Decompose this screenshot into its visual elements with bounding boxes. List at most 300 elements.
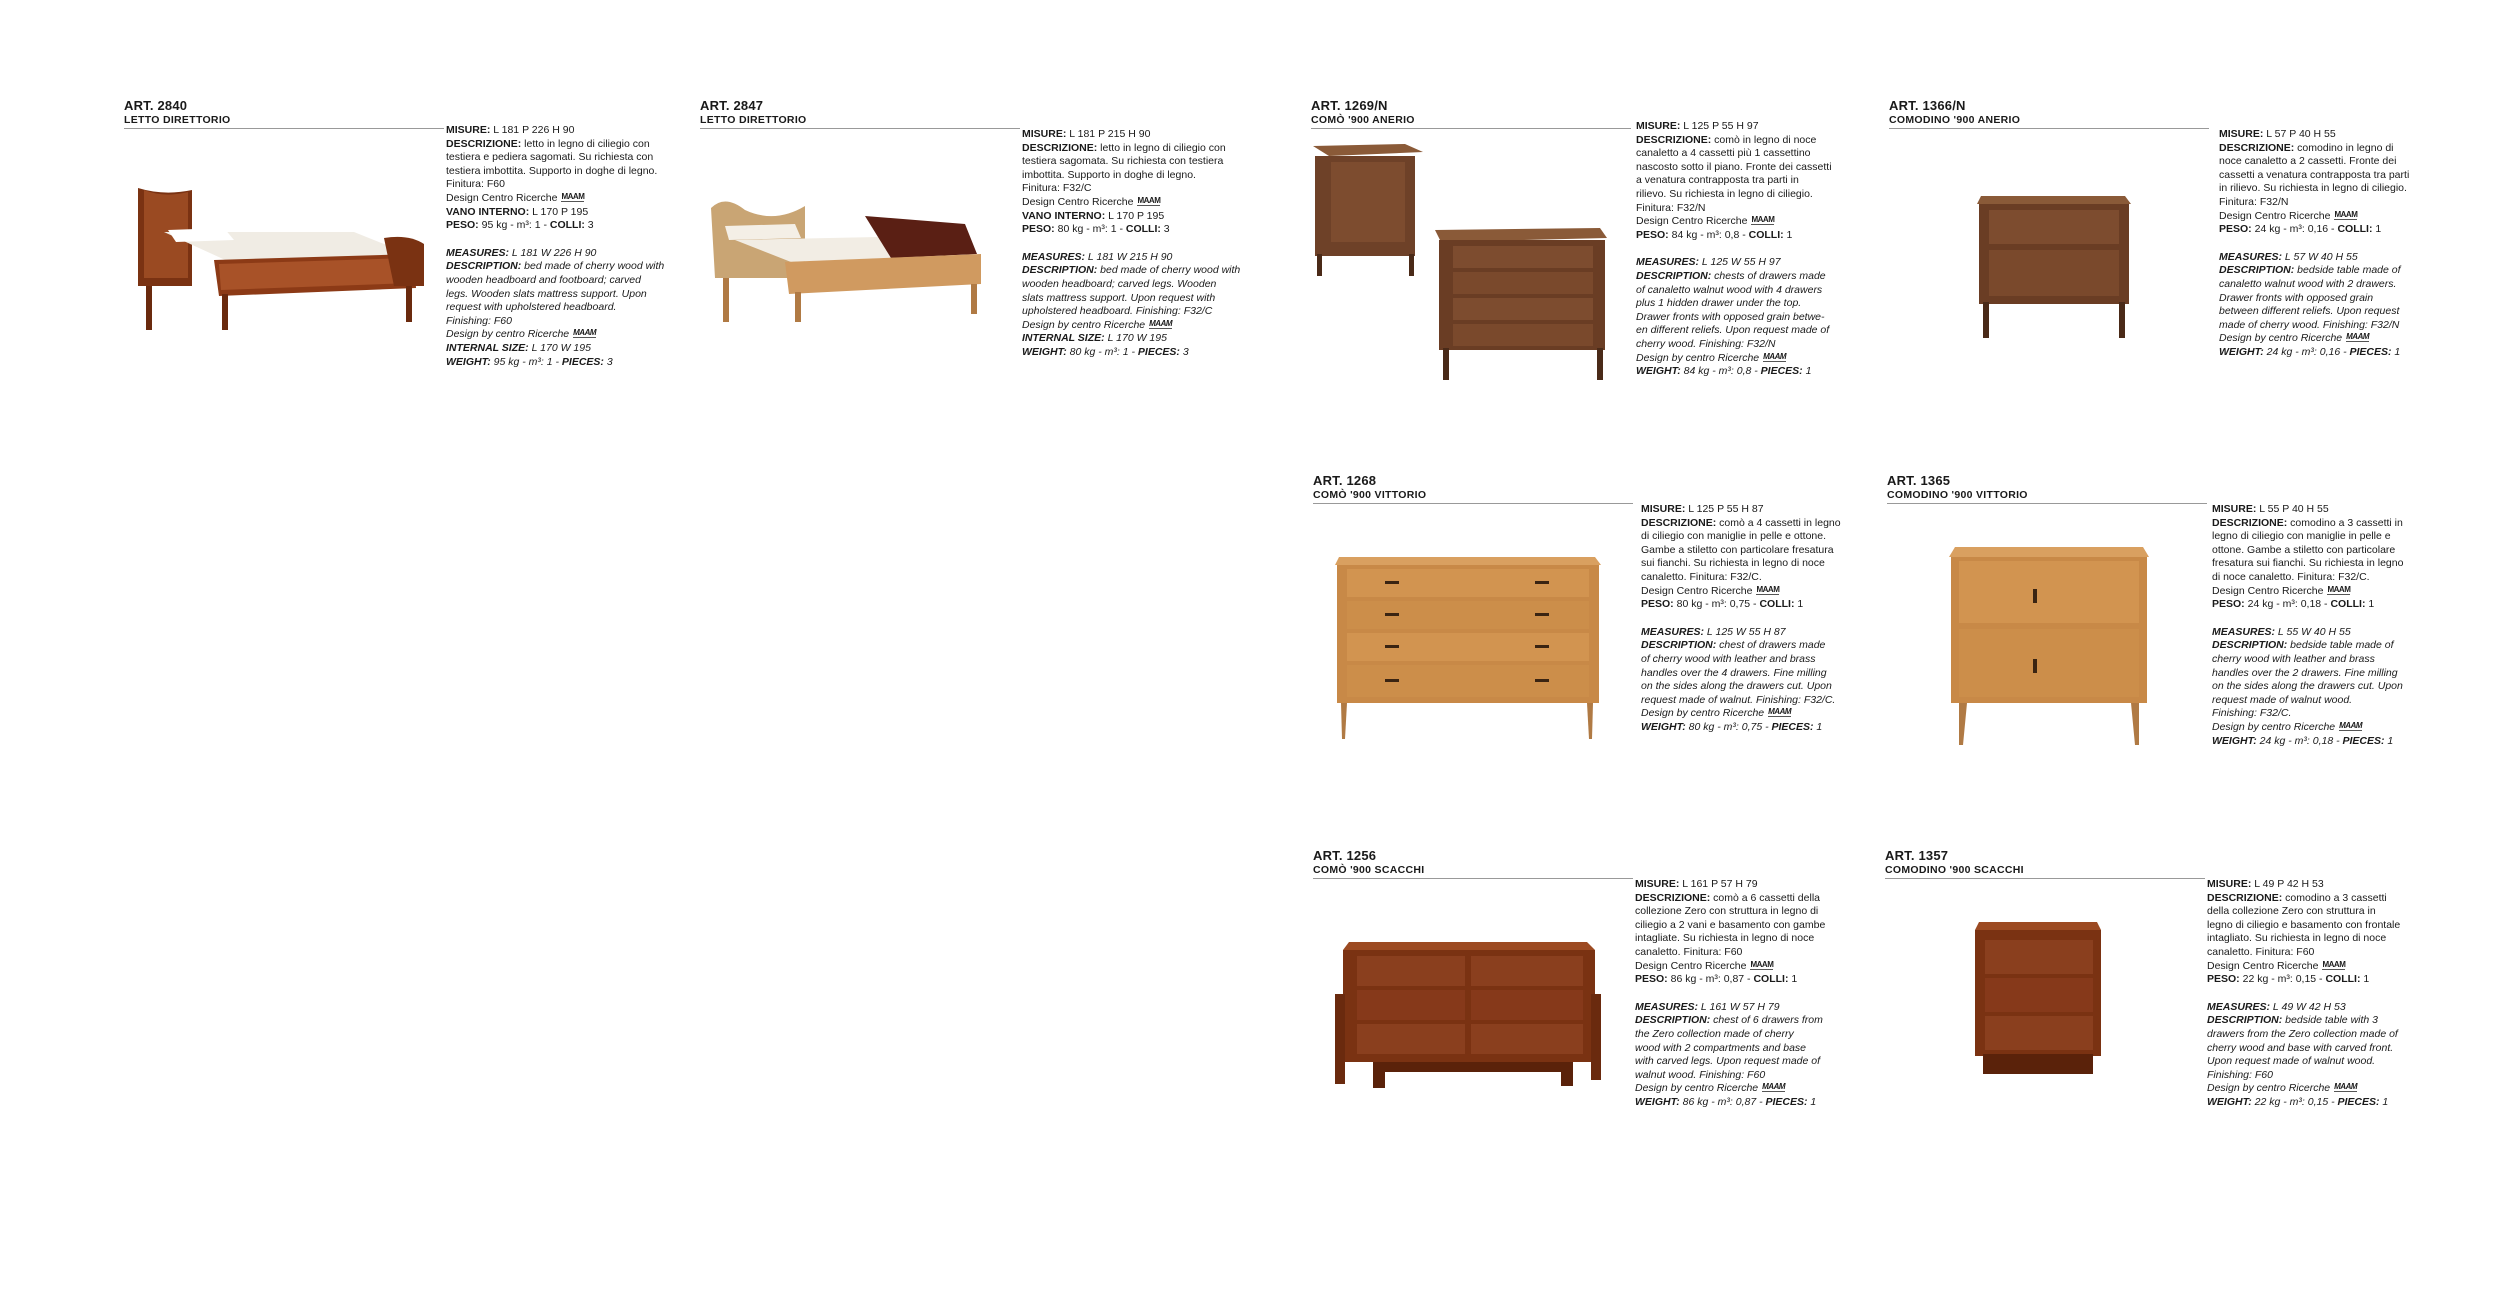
spec-line (2219, 142, 2469, 156)
spec-line (1636, 229, 1891, 243)
spec-line (1635, 1055, 1893, 1069)
spec-line (2207, 1096, 2465, 1110)
title-rule (1313, 503, 1633, 504)
chest-cherry-dark-icon (1333, 938, 1603, 1098)
spec-value: with carved legs. Upon request made of (1635, 1055, 1821, 1068)
spec-line (1641, 503, 1893, 517)
spec-value: the Zero collection made of cherry (1635, 1027, 1794, 1040)
spec-line (2207, 905, 2465, 919)
spec-line (1636, 311, 1891, 325)
spec-value: Finishing: F32/C. (2212, 707, 2292, 720)
spec-value: ottone. Gambe a stiletto con particolare (2212, 543, 2396, 556)
spec-value: 1 (2365, 598, 2375, 611)
article-number: ART. 1357 (1885, 848, 1949, 863)
spec-line (446, 219, 704, 233)
spec-value: upholstered headboard. Finishing: F32/C (1022, 305, 1213, 318)
spec-value: 24 kg - m³: 0,18 - (2244, 598, 2331, 611)
spec-value: walnut wood. Finishing: F60 (1635, 1068, 1766, 1081)
spec-value: della collezione Zero con struttura in (2207, 905, 2376, 918)
spec-value: drawers from the Zero collection made of (2207, 1027, 2398, 1040)
spec-value: made of cherry wood. Finishing: F32/N (2219, 318, 2400, 331)
spec-key: COLLI: (1759, 598, 1795, 611)
spec-value: cherry wood. Finishing: F32/N (1636, 337, 1776, 350)
spec-value: 24 kg - m³: 0,16 - (2251, 223, 2338, 236)
spec-key: PESO: (1641, 598, 1674, 611)
spec-value: Finitura: F32/C (1022, 182, 1092, 195)
spec-line (1635, 892, 1893, 906)
spec-value: 1 (1794, 598, 1804, 611)
spec-key: WEIGHT: (2207, 1095, 2252, 1108)
spec-value: Drawer fronts with opposed grain betwe- (1636, 310, 1825, 323)
spec-value: 3 (603, 355, 613, 368)
spec-value: 1 (2384, 734, 2394, 747)
spec-value: letto in legno di ciliegio con (1097, 141, 1226, 154)
product-photo (1961, 920, 2111, 1080)
spec-value: plus 1 hidden drawer under the top. (1636, 297, 1802, 310)
spec-line (1635, 1028, 1893, 1042)
spec-key: WEIGHT: (2212, 734, 2257, 747)
spec-key: DESCRIPTION: (1022, 264, 1098, 277)
spec-line (2219, 251, 2469, 265)
article-number: ART. 1269/N (1311, 98, 1388, 113)
specs-italian (2212, 503, 2467, 612)
spec-key: MISURE: (446, 124, 491, 136)
spec-key: COLLI: (1753, 973, 1789, 986)
spec-value: Design by centro Ricerche (1636, 351, 1760, 364)
spec-value: L 170 W 195 (1104, 332, 1167, 345)
spec-line (1636, 202, 1891, 216)
spec-value: canaletto. Finitura: F32/C. (1641, 570, 1762, 583)
spec-value: L 170 W 195 (528, 341, 591, 354)
spec-value: L 55 P 40 H 55 (2256, 503, 2329, 515)
product-name: COMODINO '900 VITTORIO (1887, 489, 2028, 501)
product-art-1365 (1887, 473, 2467, 773)
spec-key: COLLI: (2325, 973, 2361, 986)
spec-value: Design by centro Ricerche (1022, 318, 1146, 331)
specs-italian (1022, 128, 1280, 237)
spec-line (1635, 960, 1893, 974)
spec-line (1022, 182, 1280, 196)
spec-value: 3 (1179, 345, 1189, 358)
spec-line (1635, 1069, 1893, 1083)
spec-line (2207, 1069, 2465, 1083)
spec-line (1635, 905, 1893, 919)
spec-value: rilievo. Su richiesta in legno di ciliegio. (1636, 187, 1813, 200)
product-name: COMODINO '900 ANERIO (1889, 114, 2021, 126)
spec-value: 84 kg - m³: 0,8 - (1668, 228, 1749, 241)
spec-value: letto in legno di ciliegio con (521, 137, 650, 150)
spec-line (1636, 284, 1891, 298)
spec-key: MISURE: (1641, 503, 1686, 515)
spec-value: fresatura sui fianchi. Su richiesta in legno (2212, 557, 2404, 570)
spec-line (1636, 324, 1891, 338)
spec-value: comodino a 3 cassetti (2282, 891, 2387, 904)
spec-key: PESO: (2207, 973, 2240, 986)
spec-value: in rilievo. Su richiesta in legno di ciliegio. (2219, 182, 2407, 195)
specs (1641, 503, 1893, 735)
spec-value: request made of walnut wood. (2212, 693, 2353, 706)
spec-value: handles over the 4 drawers. Fine milling (1641, 666, 1827, 679)
spec-key: WEIGHT: (2219, 345, 2264, 358)
spec-value: Design by centro Ricerche (446, 328, 570, 341)
spec-value: 1 (2360, 973, 2370, 986)
spec-line (1635, 1042, 1893, 1056)
spec-value: 24 kg - m³: 0,18 - (2256, 734, 2343, 747)
spec-line (446, 288, 704, 302)
spec-value: L 125 P 55 H 87 (1685, 503, 1764, 515)
spec-value: canaletto walnut wood with 2 drawers. (2219, 277, 2397, 290)
spec-value: Design Centro Ricerche (1636, 215, 1748, 228)
spec-value: 95 kg - m³: 1 - (478, 219, 550, 232)
spec-key: PESO: (446, 219, 479, 232)
spec-line (2207, 1042, 2465, 1056)
spec-value: comò in legno di noce (1711, 133, 1817, 146)
spec-value: chest of 6 drawers from (1710, 1014, 1823, 1027)
spec-line (1635, 1096, 1893, 1110)
specs (2219, 128, 2469, 360)
spec-key: DESCRIPTION: (2219, 264, 2295, 277)
spec-value: chest of drawers made (1716, 639, 1826, 652)
spec-value: Design Centro Ricerche (1641, 584, 1753, 597)
spec-line (1636, 297, 1891, 311)
spec-line (2219, 169, 2469, 183)
spec-line (1635, 946, 1893, 960)
product-name: COMÒ '900 SCACCHI (1313, 864, 1425, 876)
spec-value: Design by centro Ricerche (1641, 707, 1765, 720)
specs (1022, 128, 1280, 360)
spec-key: PIECES: (2337, 1095, 2380, 1108)
spec-line (2207, 946, 2465, 960)
spec-key: DESCRIZIONE: (2219, 141, 2295, 154)
spec-line (1022, 251, 1280, 265)
spec-value: canaletto. Finitura: F60 (2207, 945, 2315, 958)
spec-key: WEIGHT: (1641, 720, 1686, 733)
spec-value: L 125 W 55 H 87 (1704, 625, 1786, 638)
spec-value: intagliato. Su richiesta in legno di noce (2207, 932, 2387, 945)
spec-value: L 181 P 215 H 90 (1066, 128, 1151, 140)
spec-value: Upon request made of walnut wood. (2207, 1055, 2376, 1068)
spec-key: COLLI: (2330, 598, 2366, 611)
specs (2207, 878, 2465, 1110)
spec-line (1636, 338, 1891, 352)
spec-line (1636, 270, 1891, 284)
spec-line (1641, 721, 1893, 735)
spec-value: between different reliefs. Upon request (2219, 305, 2400, 318)
spec-key: INTERNAL SIZE: (1022, 332, 1105, 345)
spec-key: PIECES: (1137, 345, 1180, 358)
specs-italian (2219, 128, 2469, 237)
spec-key: PESO: (1635, 973, 1668, 986)
spec-line (2212, 544, 2467, 558)
spec-line (2212, 639, 2467, 653)
chest-walnut-icon (1305, 138, 1615, 388)
spec-value: Drawer fronts with opposed grain (2219, 291, 2374, 304)
spec-line (2219, 182, 2469, 196)
spec-value: cherry wood with leather and brass (2212, 652, 2375, 665)
spec-line (1641, 626, 1893, 640)
maam-logo: MAAM (561, 191, 585, 201)
specs-english (2207, 1001, 2465, 1110)
spec-line (1636, 120, 1891, 134)
spec-value: L 125 W 55 H 97 (1699, 256, 1781, 269)
specs-english (446, 247, 704, 369)
spec-value: L 181 P 226 H 90 (490, 124, 575, 136)
spec-value: on the sides along the drawers cut. Upon (1641, 680, 1832, 693)
chest-cherry-light-icon (1335, 553, 1605, 753)
maam-logo: MAAM (1768, 707, 1792, 717)
spec-line (2212, 571, 2467, 585)
product-name: COMÒ '900 ANERIO (1311, 114, 1415, 126)
spec-line (2212, 667, 2467, 681)
title-rule (1885, 878, 2205, 879)
spec-value: intagliate. Su richiesta in legno di noce (1635, 932, 1815, 945)
spec-value: 80 kg - m³: 1 - (1054, 223, 1126, 236)
maam-logo: MAAM (1756, 584, 1780, 594)
spec-line (446, 138, 704, 152)
spec-line (2207, 1001, 2465, 1015)
spec-value: L 49 W 42 H 53 (2270, 1000, 2346, 1013)
spec-value: L 170 P 195 (1105, 209, 1165, 222)
spec-value: cassetti a venatura contrapposta tra parti (2219, 168, 2410, 181)
spec-value: slats mattress support. Upon request with (1022, 291, 1216, 304)
spec-key: DESCRIPTION: (1636, 269, 1712, 282)
spec-line (2207, 960, 2465, 974)
spec-value: testiera sagomata. Su richiesta con testiera (1022, 155, 1224, 168)
spec-value: wooden headboard; carved legs. Wooden (1022, 277, 1217, 290)
spec-key: DESCRIZIONE: (1635, 891, 1711, 904)
spec-line (1022, 155, 1280, 169)
specs-english (2212, 626, 2467, 748)
spec-value: comodino in legno di (2294, 141, 2394, 154)
title-rule (1311, 128, 1631, 129)
spec-value: of cherry wood with leather and brass (1641, 652, 1816, 665)
spec-value: bedside table with 3 (2282, 1014, 2378, 1027)
spec-line (2212, 680, 2467, 694)
spec-key: MISURE: (2212, 503, 2257, 515)
spec-key: PIECES: (1760, 365, 1803, 378)
spec-value: bedside table made of (2287, 639, 2394, 652)
spec-line (1636, 215, 1891, 229)
spec-value: nascosto sotto il piano. Fronte dei cassetti (1636, 160, 1832, 173)
product-photo (1947, 545, 2157, 755)
spec-line (1636, 352, 1891, 366)
spec-value: 84 kg - m³: 0,8 - (1680, 365, 1761, 378)
article-number: ART. 1365 (1887, 473, 1951, 488)
spec-value: handles over the 2 drawers. Fine milling (2212, 666, 2398, 679)
spec-key: COLLI: (2337, 223, 2373, 236)
spec-value: 1 (2391, 345, 2401, 358)
spec-line (1022, 128, 1280, 142)
spec-line (1022, 223, 1280, 237)
maam-logo: MAAM (573, 328, 597, 338)
spec-value: Finishing: F60 (2207, 1068, 2273, 1081)
spec-line (1641, 694, 1893, 708)
spec-line (1022, 278, 1280, 292)
spec-value: 95 kg - m³: 1 - (490, 355, 562, 368)
spec-key: MEASURES: (1641, 625, 1705, 638)
specs-english (1022, 251, 1280, 360)
spec-key: COLLI: (1748, 228, 1784, 241)
spec-value: 1 (2372, 223, 2382, 236)
maam-logo: MAAM (2327, 584, 2351, 594)
spec-line (1022, 142, 1280, 156)
spec-value: Design Centro Ricerche (2212, 584, 2324, 597)
spec-key: COLLI: (549, 219, 585, 232)
spec-line (1641, 517, 1893, 531)
spec-line (2212, 517, 2467, 531)
spec-line (1635, 1001, 1893, 1015)
spec-line (446, 206, 704, 220)
spec-value: Design Centro Ricerche (446, 191, 558, 204)
spec-line (2212, 694, 2467, 708)
spec-line (2212, 530, 2467, 544)
spec-value: canaletto. Finitura: F60 (1635, 945, 1743, 958)
spec-key: MISURE: (1636, 120, 1681, 132)
spec-line (1641, 680, 1893, 694)
spec-line (1022, 319, 1280, 333)
spec-value: bed made of cherry wood with (521, 260, 665, 273)
spec-value: 1 (2379, 1095, 2389, 1108)
spec-line (2219, 305, 2469, 319)
spec-key: PESO: (2219, 223, 2252, 236)
spec-key: PIECES: (2342, 734, 2385, 747)
specs-italian (1636, 120, 1891, 242)
product-art-1268 (1313, 473, 1893, 773)
spec-line (2219, 155, 2469, 169)
spec-key: DESCRIPTION: (1641, 639, 1717, 652)
spec-value: sui fianchi. Su richiesta in legno di noce (1641, 557, 1825, 570)
spec-line (2212, 707, 2467, 721)
specs-italian (1635, 878, 1893, 987)
spec-line (1635, 932, 1893, 946)
spec-value: Finishing: F60 (446, 314, 512, 327)
nightstand-walnut-icon (1967, 194, 2137, 344)
spec-value: wooden headboard and footboard; carved (446, 273, 641, 286)
spec-value: 86 kg - m³: 0,87 - (1679, 1095, 1766, 1108)
spec-key: MEASURES: (1636, 256, 1700, 269)
spec-line (2212, 653, 2467, 667)
spec-value: 24 kg - m³: 0,16 - (2263, 345, 2350, 358)
spec-line (2207, 892, 2465, 906)
spec-line (2219, 278, 2469, 292)
spec-key: PIECES: (1771, 720, 1814, 733)
spec-line (2207, 1082, 2465, 1096)
spec-value: a venatura contrapposta tra parti in (1636, 174, 1799, 187)
bed-upholstered-icon (705, 180, 995, 330)
spec-line (446, 315, 704, 329)
spec-value: ciliegio a 2 vani e basamento con gambe (1635, 918, 1826, 931)
title-rule (700, 128, 1020, 129)
spec-line (1022, 196, 1280, 210)
spec-line (2212, 557, 2467, 571)
spec-key: WEIGHT: (1636, 365, 1681, 378)
article-number: ART. 2840 (124, 98, 188, 113)
spec-value: L 49 P 42 H 53 (2251, 878, 2324, 890)
product-photo (705, 180, 995, 330)
product-name: LETTO DIRETTORIO (700, 114, 807, 126)
spec-line (446, 260, 704, 274)
spec-key: DESCRIZIONE: (2212, 516, 2288, 529)
spec-value: noce canaletto a 2 cassetti. Fronte dei (2219, 155, 2397, 168)
spec-value: comò a 6 cassetti della (1710, 891, 1820, 904)
spec-key: DESCRIZIONE: (1641, 516, 1717, 529)
title-rule (124, 128, 444, 129)
product-photo (1305, 138, 1615, 388)
maam-logo: MAAM (1751, 215, 1775, 225)
spec-line (1022, 264, 1280, 278)
spec-value: L 170 P 195 (529, 205, 589, 218)
spec-value: 3 (584, 219, 594, 232)
spec-value: 1 (1813, 720, 1823, 733)
spec-key: DESCRIPTION: (2207, 1014, 2283, 1027)
article-number: ART. 1268 (1313, 473, 1377, 488)
product-photo (124, 168, 429, 338)
maam-logo: MAAM (2339, 720, 2363, 730)
spec-value: collezione Zero con struttura in legno di (1635, 905, 1819, 918)
spec-value: L 161 P 57 H 79 (1679, 878, 1758, 890)
title-rule (1887, 503, 2207, 504)
spec-line (1636, 147, 1891, 161)
spec-value: 3 (1160, 223, 1170, 236)
spec-line (1635, 973, 1893, 987)
nightstand-cherry-light-icon (1947, 545, 2157, 755)
spec-line (1635, 919, 1893, 933)
spec-key: PESO: (1022, 223, 1055, 236)
spec-key: PIECES: (561, 355, 604, 368)
spec-line (2207, 878, 2465, 892)
spec-key: DESCRIZIONE: (1636, 133, 1712, 146)
specs-english (1636, 256, 1891, 378)
spec-value: 80 kg - m³: 0,75 - (1685, 720, 1772, 733)
spec-line (1641, 707, 1893, 721)
spec-value: chests of drawers made (1711, 269, 1826, 282)
specs (1636, 120, 1891, 379)
product-photo (1967, 194, 2137, 344)
spec-line (1636, 256, 1891, 270)
spec-value: Gambe a stiletto con particolare fresatura (1641, 543, 1834, 556)
spec-line (446, 151, 704, 165)
spec-line (446, 165, 704, 179)
spec-key: MEASURES: (1022, 250, 1086, 263)
spec-value: L 181 W 215 H 90 (1085, 250, 1173, 263)
spec-key: DESCRIZIONE: (1022, 141, 1098, 154)
spec-line (2207, 932, 2465, 946)
spec-value: testiera e pediera sagomati. Su richiesta con (446, 151, 654, 164)
spec-line (446, 124, 704, 138)
spec-value: L 57 P 40 H 55 (2263, 128, 2336, 140)
spec-line (1636, 161, 1891, 175)
spec-value: Design Centro Ricerche (1635, 959, 1747, 972)
spec-value: comodino a 3 cassetti in (2287, 516, 2403, 529)
spec-line (1641, 544, 1893, 558)
spec-key: INTERNAL SIZE: (446, 341, 529, 354)
product-art-2847 (700, 98, 1280, 398)
spec-value: en different reliefs. Upon request made of (1636, 324, 1830, 337)
spec-line (1022, 305, 1280, 319)
spec-line (2212, 626, 2467, 640)
spec-line (2207, 1014, 2465, 1028)
specs-english (2219, 251, 2469, 360)
article-number: ART. 1366/N (1889, 98, 1966, 113)
specs-italian (446, 124, 704, 233)
spec-line (2219, 128, 2469, 142)
spec-line (1636, 188, 1891, 202)
spec-key: WEIGHT: (1022, 345, 1067, 358)
product-name: COMÒ '900 VITTORIO (1313, 489, 1427, 501)
spec-value: 1 (1802, 365, 1812, 378)
spec-line (1635, 878, 1893, 892)
product-photo (1335, 553, 1605, 753)
